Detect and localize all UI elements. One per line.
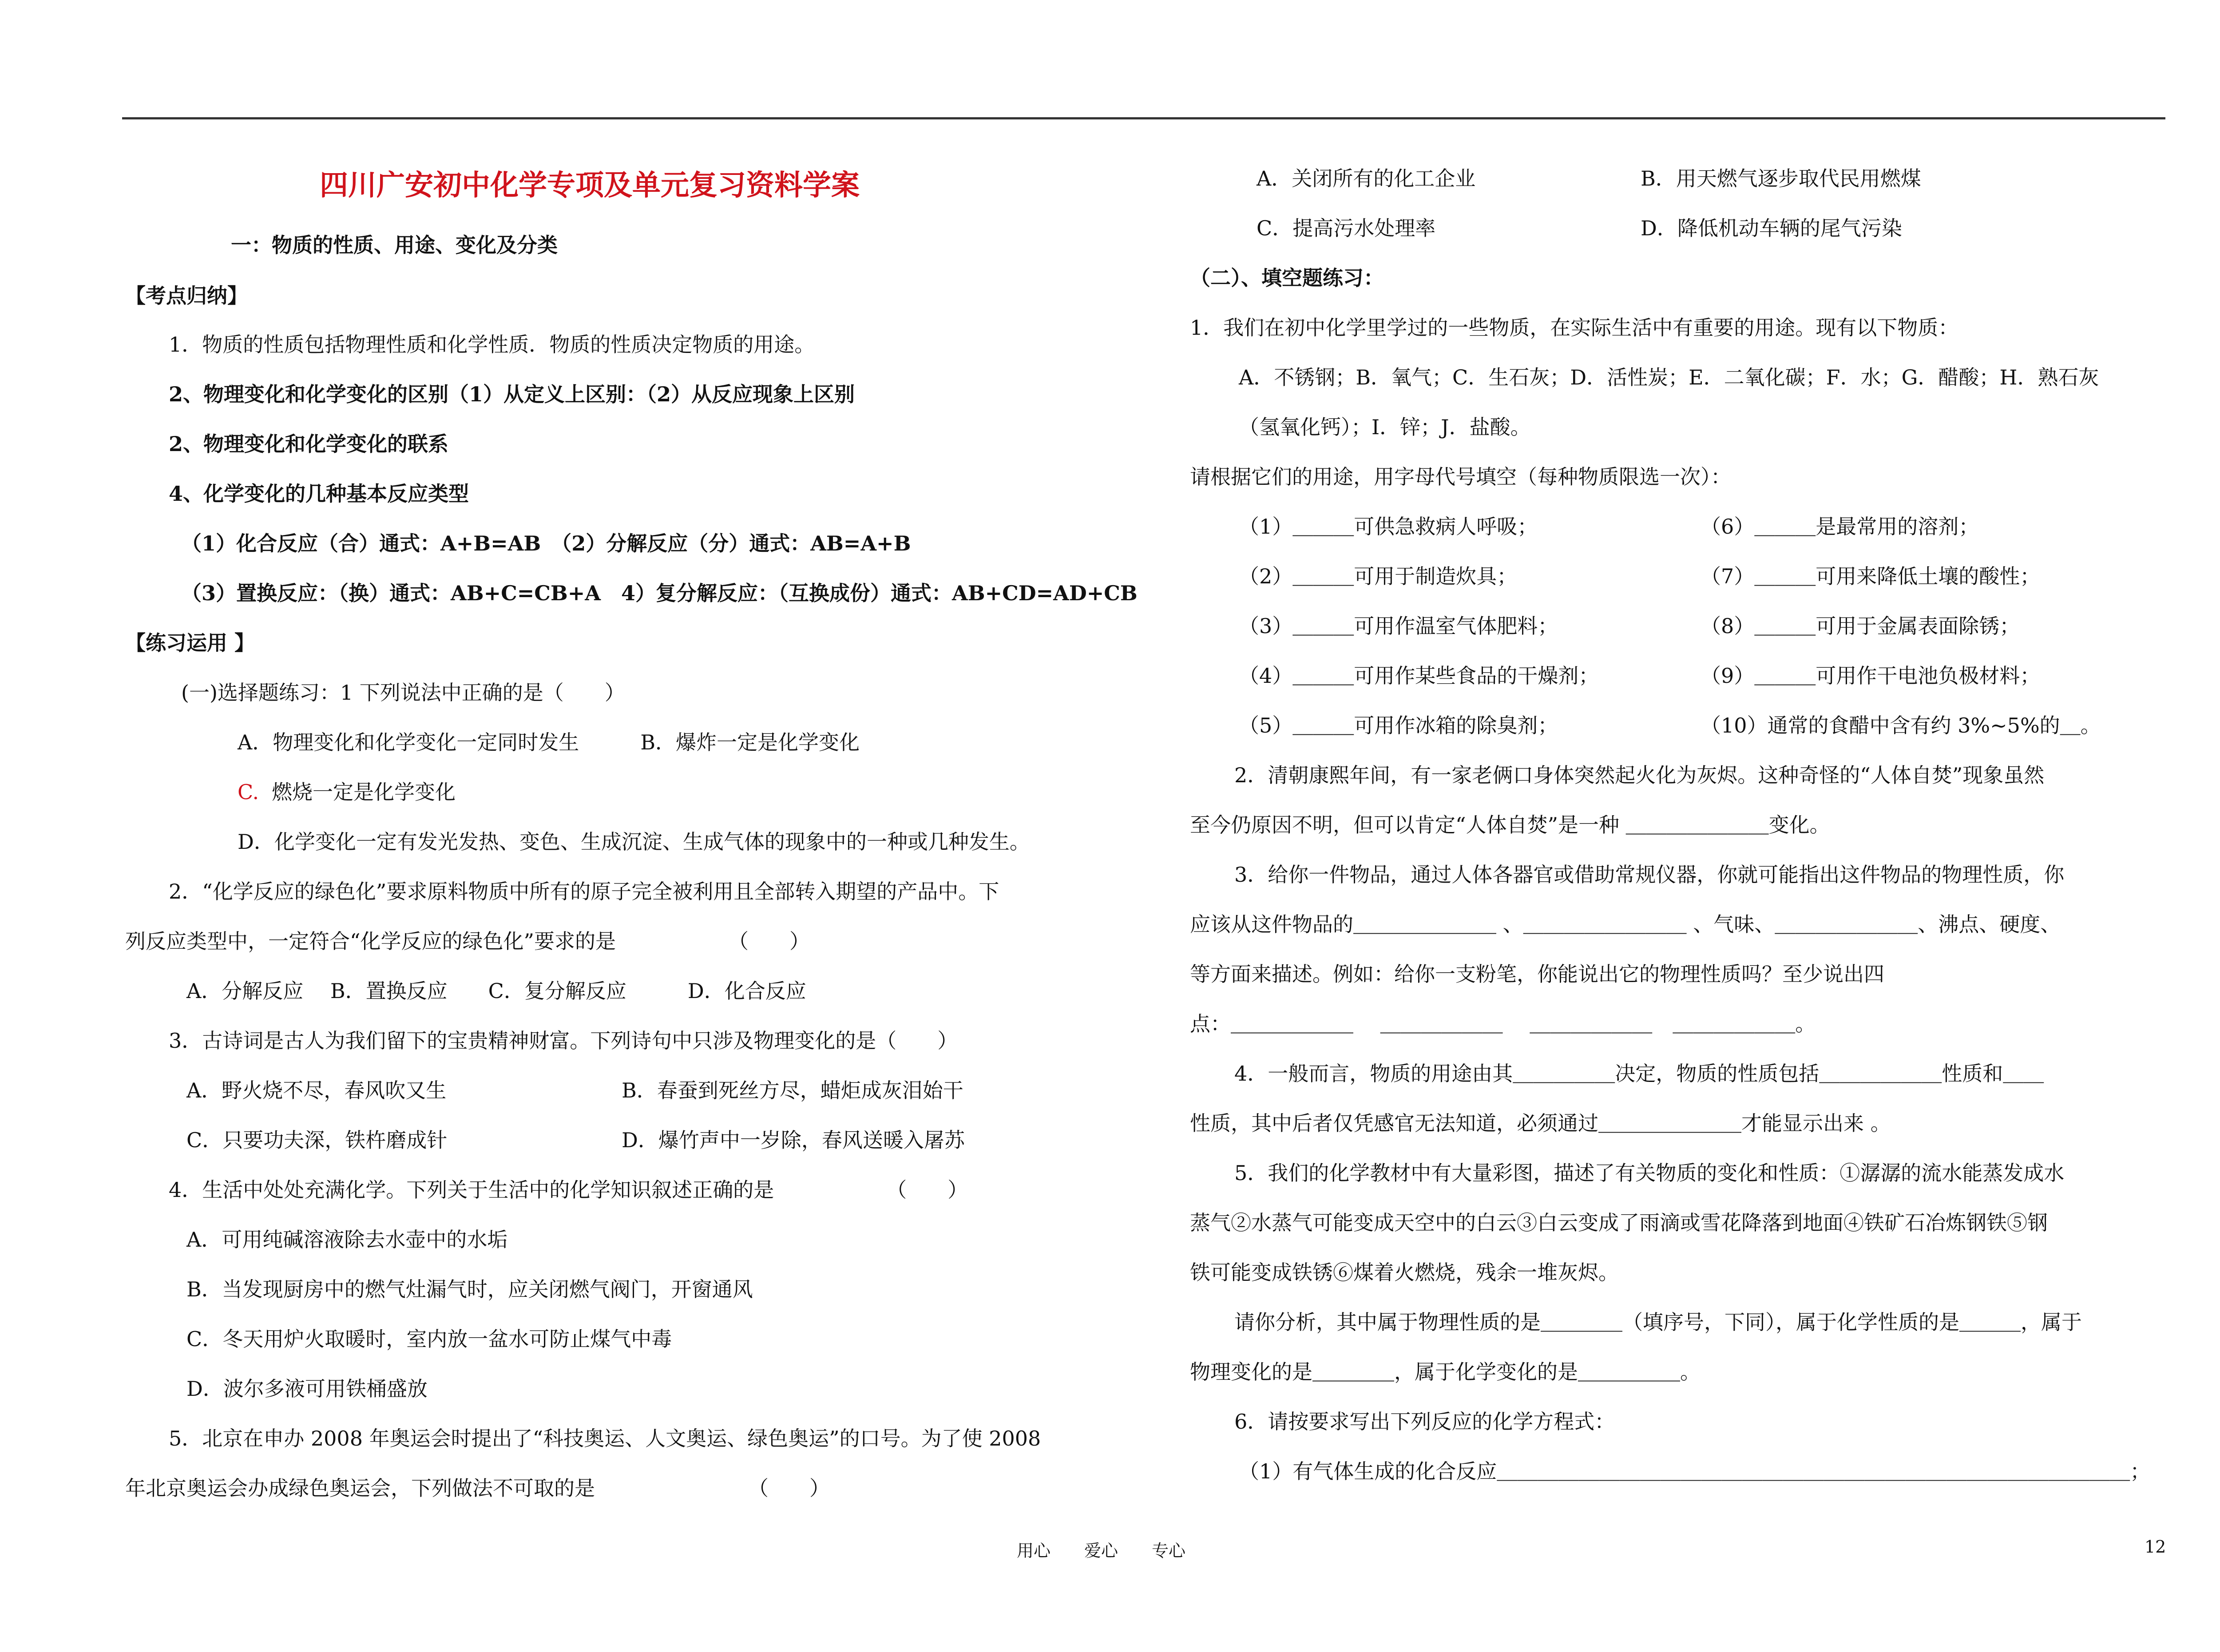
blank-item: （9）＿＿＿可用作干电池负极材料； <box>1701 664 2041 688</box>
option: A．分解反应 B．置换反应 C．复分解反应 D．化合反应 <box>186 979 806 1003</box>
substance-list: A．不锈钢；B．氧气；C．生石灰；D．活性炭；E．二氧化碳；F．水；G．醋酸；H．熟石灰 <box>1239 365 2099 389</box>
option-marker: C. <box>238 780 259 804</box>
question-5: 5．北京在申办 2008 年奥运会时提出了“科技奥运、人文奥运、绿色奥运”的口号。为了使 2008 <box>169 1426 1041 1450</box>
question-4: 4．生活中处处充满化学。下列关于生活中的化学知识叙述正确的是 （ ） <box>169 1178 968 1202</box>
option: A．关闭所有的化工企业 <box>1257 166 1476 190</box>
option: C．冬天用炉火取暖时，室内放一盆水可防止煤气中毒 <box>186 1327 672 1351</box>
section-heading: 一：物质的性质、用途、变化及分类 <box>231 233 558 257</box>
blank-item: （5）＿＿＿可用作冰箱的除臭剂； <box>1239 713 1558 737</box>
option: A．可用纯碱溶液除去水壶中的水垢 <box>186 1228 508 1252</box>
blank-item: （4）＿＿＿可用作某些食品的干燥剂； <box>1239 664 1599 688</box>
fill-question-1: 1．我们在初中化学里学过的一些物质，在实际生活中有重要的用途。现有以下物质： <box>1190 316 1959 340</box>
blank-item: （2）＿＿＿可用于制造炊具； <box>1239 564 1518 588</box>
option: B．当发现厨房中的燃气灶漏气时，应关闭燃气阀门，开窗通风 <box>186 1277 753 1301</box>
fill-question-5: 5．我们的化学教材中有大量彩图，描述了有关物质的变化和性质：①潺潺的流水能蒸发成水 <box>1234 1161 2065 1185</box>
fill-question-5-cont: 请你分析，其中属于物理性质的是＿＿＿＿（填序号，下同），属于化学性质的是＿＿＿，属于 <box>1234 1310 2082 1334</box>
header-rule <box>122 117 2165 119</box>
option: C．只要功夫深，铁杵磨成针 <box>186 1128 448 1152</box>
fill-question-3-cont: 点：＿＿＿＿＿＿ ＿＿＿＿＿＿ ＿＿＿＿＿＿ ＿＿＿＿＿＿。 <box>1190 1012 1816 1036</box>
key-point: 4、化学变化的几种基本反应类型 <box>169 482 469 506</box>
page-number: 12 <box>2145 1537 2166 1557</box>
key-point: （3）置换反应：（换）通式：AB+C=CB+A 4）复分解反应：（互换成份）通式：AB+CD=AD+CB <box>181 581 1138 605</box>
page-title: 四川广安初中化学专项及单元复习资料学案 <box>320 169 860 202</box>
substance-list-cont: （氢氧化钙）；I．锌；J．盐酸。 <box>1239 415 1531 439</box>
question-3: 3．古诗词是古人为我们留下的宝贵精神财富。下列诗句中只涉及物理变化的是（ ） <box>169 1029 958 1053</box>
key-points-heading: 【考点归纳】 <box>125 284 248 308</box>
fill-question-6: 6．请按要求写出下列反应的化学方程式： <box>1234 1410 1615 1434</box>
practice-heading: 【练习运用 】 <box>125 631 255 655</box>
blank-item: （3）＿＿＿可用作温室气体肥料； <box>1239 614 1558 638</box>
blank-item: （10）通常的食醋中含有约 3%~5%的＿。 <box>1701 713 2101 737</box>
key-point: （1）化合反应（合）通式：A+B=AB （2）分解反应（分）通式：AB=A+B <box>181 531 911 555</box>
key-point: 2、物理变化和化学变化的联系 <box>169 432 449 456</box>
question-1: (一)选择题练习：1 下列说法中正确的是（ ） <box>181 681 625 705</box>
blank-item: （7）＿＿＿可用来降低土壤的酸性； <box>1701 564 2041 588</box>
option: D．降低机动车辆的尾气污染 <box>1641 216 1902 240</box>
option: A．野火烧不尽，春风吹又生 <box>186 1078 447 1102</box>
option: D．波尔多液可用铁桶盛放 <box>186 1377 428 1401</box>
question-2-cont: 列反应类型中，一定符合“化学反应的绿色化”要求的是 （ ） <box>125 929 810 953</box>
blank-item: （8）＿＿＿可用于金属表面除锈； <box>1701 614 2020 638</box>
fill-question-4: 4．一般而言，物质的用途由其＿＿＿＿＿决定，物质的性质包括＿＿＿＿＿＿性质和＿＿ <box>1234 1062 2044 1085</box>
key-point: 2、物理变化和化学变化的区别（1）从定义上区别：（2）从反应现象上区别 <box>169 382 855 406</box>
option: A．物理变化和化学变化一定同时发生 B．爆炸一定是化学变化 <box>238 730 860 754</box>
option: B．春蚕到死丝方尽，蜡炬成灰泪始干 <box>622 1078 963 1102</box>
blank-item: （6）＿＿＿是最常用的溶剂； <box>1701 515 1979 539</box>
fill-question-3-cont: 等方面来描述。例如：给你一支粉笔，你能说出它的物理性质吗？至少说出四 <box>1190 962 1884 986</box>
instruction: 请根据它们的用途，用字母代号填空（每种物质限选一次）： <box>1190 465 1731 489</box>
blank-item: （1）＿＿＿可供急救病人呼吸； <box>1239 515 1538 539</box>
fill-question-4-cont: 性质，其中后者仅凭感官无法知道，必须通过＿＿＿＿＿＿＿才能显示出来 。 <box>1190 1111 1891 1135</box>
fill-in-heading: （二）、填空题练习： <box>1190 266 1384 290</box>
question-2: 2．“化学反应的绿色化”要求原料物质中所有的原子完全被利用且全部转入期望的产品中。下 <box>169 879 999 903</box>
footer-motto: 用心 爱心 专心 <box>1017 1541 1186 1561</box>
fill-question-3-cont: 应该从这件物品的＿＿＿＿＿＿＿ 、＿＿＿＿＿＿＿＿ 、气味、＿＿＿＿＿＿＿、沸点、硬度、 <box>1190 912 2061 936</box>
option: D．爆竹声中一岁除，春风送暖入屠苏 <box>622 1128 965 1152</box>
option: D．化学变化一定有发光发热、变色、生成沉淀、生成气体的现象中的一种或几种发生。 <box>238 830 1030 854</box>
fill-question-6-item: （1）有气体生成的化合反应＿＿＿＿＿＿＿＿＿＿＿＿＿＿＿＿＿＿＿＿＿＿＿＿＿＿＿＿＿＿＿； <box>1239 1459 2151 1483</box>
fill-question-5-cont: 铁可能变成铁锈⑥煤着火燃烧，残余一堆灰烬。 <box>1190 1260 1619 1284</box>
option: C．提高污水处理率 <box>1257 216 1436 240</box>
fill-question-5-cont: 蒸气②水蒸气可能变成天空中的白云③白云变成了雨滴或雪花降落到地面④铁矿石冶炼钢铁⑤钢 <box>1190 1211 2048 1235</box>
fill-question-3: 3．给你一件物品，通过人体各器官或借助常规仪器，你就可能指出这件物品的物理性质，你 <box>1234 863 2065 887</box>
fill-question-5-cont: 物理变化的是＿＿＿＿，属于化学变化的是＿＿＿＿＿。 <box>1190 1360 1701 1384</box>
fill-question-2-cont: 至今仍原因不明，但可以肯定“人体自焚”是一种 ＿＿＿＿＿＿＿变化。 <box>1190 813 1830 837</box>
key-point: 1．物质的性质包括物理性质和化学性质．物质的性质决定物质的用途。 <box>169 333 815 357</box>
fill-question-2: 2．清朝康熙年间，有一家老俩口身体突然起火化为灰烬。这种奇怪的“人体自焚”现象虽然 <box>1234 763 2045 787</box>
option: B．用天燃气逐步取代民用燃煤 <box>1641 166 1921 190</box>
question-5-cont: 年北京奥运会办成绿色奥运会，下列做法不可取的是 （ ） <box>125 1476 830 1500</box>
option: 燃烧一定是化学变化 <box>272 780 456 804</box>
